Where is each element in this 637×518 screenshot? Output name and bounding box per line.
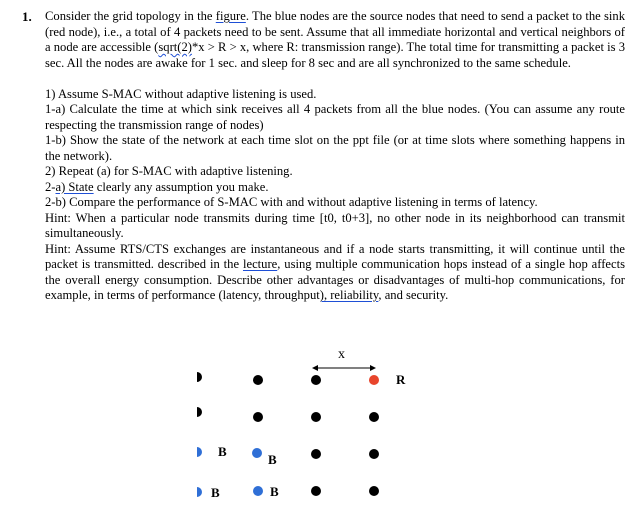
intro-paragraph (45, 9, 625, 71)
item-2a-prefix: 2- (45, 179, 56, 194)
question-number: 1. (22, 9, 32, 24)
source-label-r3c1: B (218, 444, 227, 459)
lecture-link[interactable]: lecture (242, 257, 278, 271)
range-label: x (338, 347, 345, 362)
hint-1: Hint: When a particular node transmits during time [t0, t0+3], no other node in its neighborhood can transmit simultaneously. (45, 210, 625, 240)
sink-label: R (396, 372, 406, 387)
node-r3c4 (369, 449, 379, 459)
item-2b: 2-b) Compare the performance of S-MAC with and without adaptive listening in terms of latency. (45, 195, 538, 209)
hint-2 (45, 242, 625, 304)
hint-2-text-2: , using multiple communication hops instead of a single hop affects the overall energy consumption. Describe other advantages or disadvantages of multi-hop communications, for example, in terms of performance (latency, throughput (45, 257, 625, 302)
item-1b: 1-b) Show the state of the network at each time slot on the ppt file (or at time slots where something happens in the network). (45, 133, 625, 163)
item-2: 2) Repeat (a) for S-MAC with adaptive listening. (45, 164, 293, 178)
item-2a-text: clearly any assumption you make. (93, 179, 269, 194)
item-2a (45, 180, 625, 196)
item-1a: 1-a) Calculate the time at which sink receives all 4 packets from all the blue nodes. (You can assume any route respecting the transmission range of nodes) (45, 102, 625, 132)
item-1: 1) Assume S-MAC without adaptive listening is used. (45, 86, 317, 101)
source-node-r3c2 (252, 448, 262, 458)
source-node-r3c1 (197, 447, 202, 457)
node-r2c2 (253, 412, 263, 422)
node-r3c3 (311, 449, 321, 459)
source-label-r4c2: B (270, 484, 279, 499)
intro-text-3: *x > R > x, where R: transmission range). The total time for transmitting a packet is 3 sec. All the nodes are awake for 1 sec. and sleep for 8 sec and are all synchronized to the same schedule. (45, 40, 625, 70)
node-r2c4 (369, 412, 379, 422)
node-r1c2 (253, 375, 263, 385)
intro-text-2: . The blue nodes are the source nodes that need to send a packet to the sink (red node), i.e., a total of 4 packets need to be sent. Assume that all immediate horizontal and vertical neighbors of a node are accessible ( (45, 9, 625, 54)
hint-2-text-1: Hint: Assume RTS/CTS exchanges are instantaneous and if a node starts transmitting, it will continue until the packet is transmitted. described in the (45, 241, 625, 271)
source-label-r3c2: B (268, 452, 277, 467)
node-r2c1 (197, 407, 202, 417)
figure-link[interactable]: figure (215, 9, 246, 23)
node-r1c3 (311, 375, 321, 385)
node-r1c1 (197, 372, 202, 382)
range-arrow (310, 348, 380, 374)
hint-2-text-3: , and security. (378, 288, 449, 302)
source-label-r4c1: B (211, 485, 220, 500)
node-r2c3 (311, 412, 321, 422)
source-node-r4c2 (253, 486, 263, 496)
reliability-link[interactable]: ), reliability (319, 288, 379, 302)
intro-text-1: Consider the grid topology in the (45, 9, 216, 23)
source-node-r4c1 (197, 487, 202, 497)
sink-node (369, 375, 379, 385)
problem-text (45, 9, 625, 304)
node-r4c3 (311, 486, 321, 496)
grid-topology-diagram (0, 340, 637, 518)
sqrt-term: sqrt(2) (158, 40, 192, 54)
node-r4c4 (369, 486, 379, 496)
item-2a-link[interactable]: a) State (55, 179, 94, 194)
